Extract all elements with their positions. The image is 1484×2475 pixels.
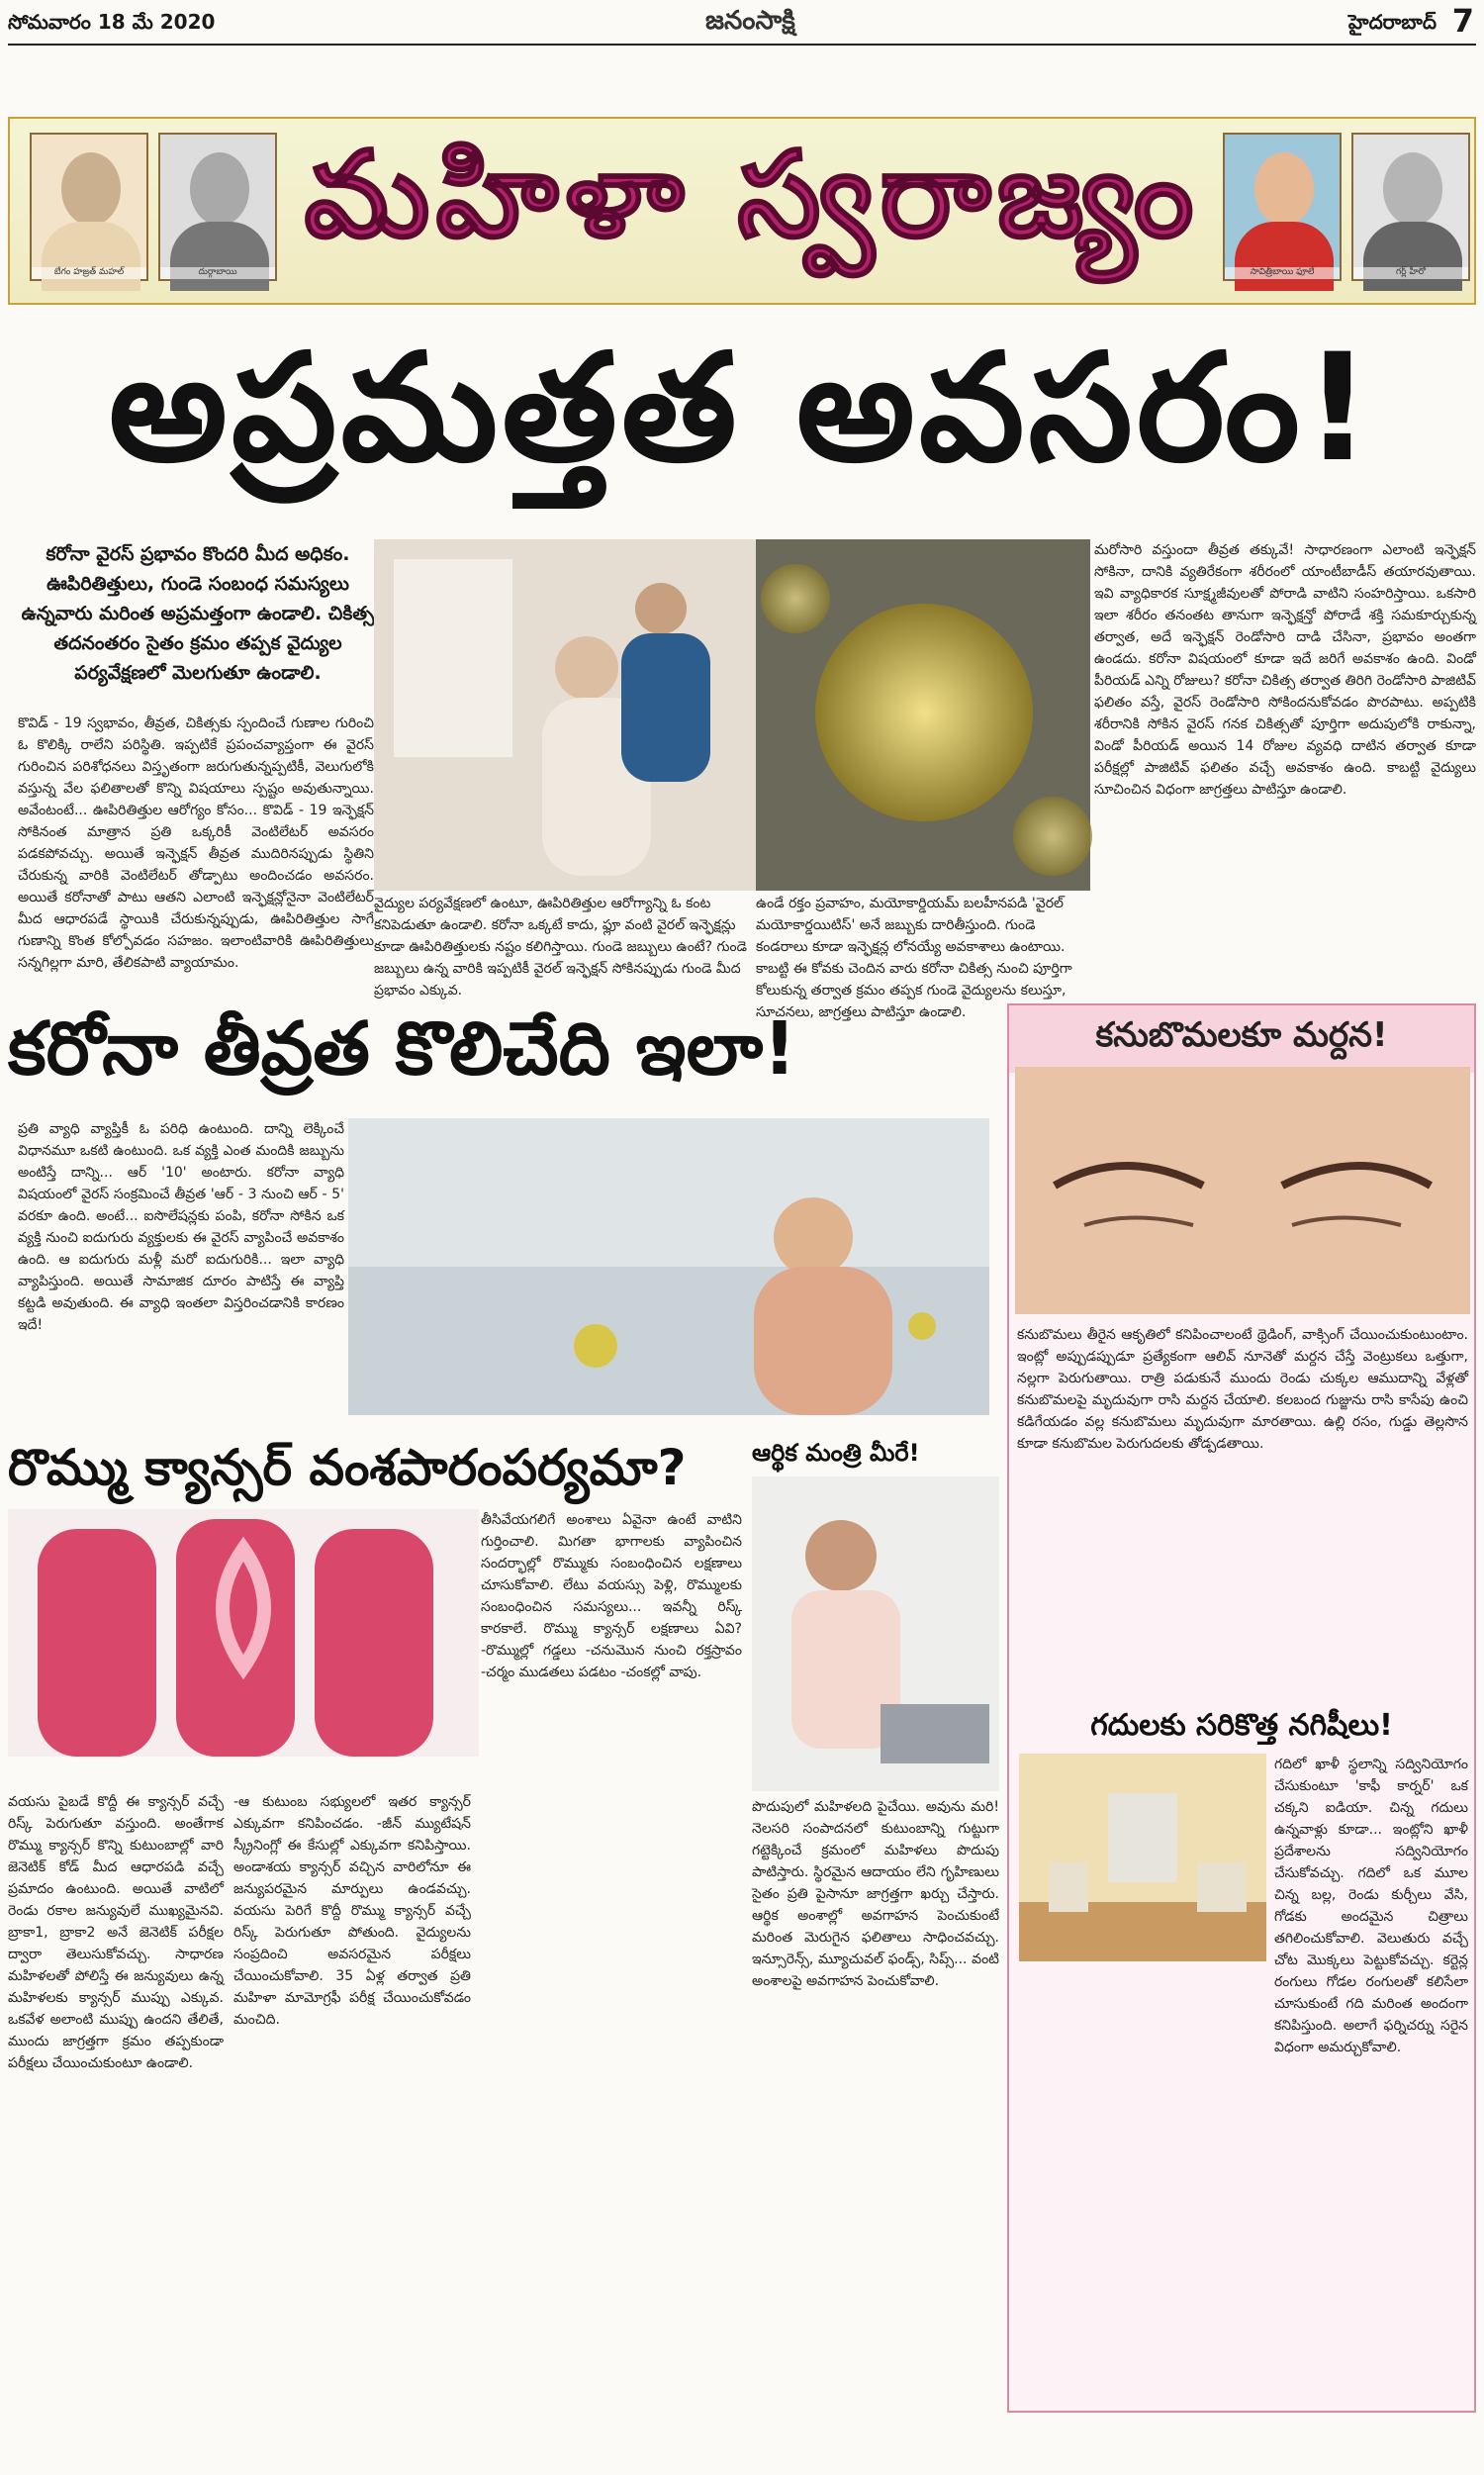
coughing-woman-illustration: [348, 1118, 989, 1415]
portrait-3: సావిత్రీబాయి ఫూలే: [1223, 133, 1342, 281]
sidebar-box: [1007, 1003, 1476, 2413]
main-column-4: మరోసారి వస్తుందా తీవ్రత తక్కువే! సాధారణంగా ఎలాంటి ఇన్ఫెక్షన్ సోకినా, దానికి వ్యతిరేకంగా శరీరంలో యాంటీబాడీస్ తయారవుతాయి. ఇవి వ్యాధికారక సూక్ష్మజీవులతో పోరాడి వాటిని సంహరిస్తాయి. ఒకసారి ఇలా శరీరం తనంతట తానుగా ఇన్ఫెక్షన్తో పోరాడే శక్తి సమకూర్చుకున్న తర్వాత, అదే ఇన్ఫెక్షన్ రెండోసారి దాడి చేసినా, ప్రభావం అంతగా ఉండదు. కరోనా విషయంలో కూడా ఇదే జరిగే అవకాశం ఉంది. విండో పీరియడ్ ఎన్ని రోజులు? కరోనా చికిత్స తర్వాత తిరిగి రెండోసారి పాజిటివ్ ఫలితం వస్తే, వైరస్ రెండోసారి సోకిందనుకోవడం పొరపాటు. అప్పటికి శరీరానికి సోకిన వైరస్ గనక చికిత్సతో పూర్తిగా అదుపులోకి రాకున్నా, విండో పీరియడ్ అయిన 14 రోజుల వ్యవధి దాటిన తర్వాత కూడా పరీక్షల్లో పాజిటివ్ ఫలితం వచ్చే అవకాశం ఉంది. కాబట్టి వైద్యులు సూచించిన విధంగా జాగ్రత్తలు పాటిస్తూ ఉండాలి.: [1094, 542, 1476, 798]
eyebrow-photo: [1015, 1067, 1470, 1314]
cancer-headline: రొమ్ము క్యాన్సర్ వంశపారంపర్యమా?: [8, 1439, 687, 1496]
woman-laptop-photo: [752, 1476, 999, 1791]
image2-caption: ఉండే రక్తం ప్రవాహం, మయోకార్డియమ్ బలహీనపడి 'వైరల్ మయోకార్డయిటిస్' అనే జబ్బుకు దారితీస్తుంది. గుండె కండరాలు కూడా ఇన్ఫెక్షన్ల లోనయ్యే అవకాశాలు ఉంటాయి. కాబట్టి ఈ కోవకు చెందిన వారు కరోనా చికిత్స నుంచి పూర్తిగా కోలుకున్న తర్వాత క్రమం తప్పక గుండె వైద్యులను కలుస్తూ, సూచనలు, జాగ్రత్తలు పాటిస్తూ ఉండాలి.: [756, 896, 1072, 1020]
main-column-1: కొవిడ్ - 19 స్వభావం, తీవ్రత, చికిత్సకు స్పందించే గుణాల గురించి ఓ కొలిక్కి రాలేని పరిస్థితి. ఇప్పటికే ప్రపంచవ్యాప్తంగా ఈ వైరస్ గురించిన పరిశోధనలు విస్తృతంగా జరుగుతున్నప్పటికీ, వెలుగులోకి వస్తున్న వేల ఫలితాలతో కొన్ని విషయాలు స్పష్టం అవుతున్నాయి. అవేంటంటే... ఊపిరితిత్తుల ఆరోగ్యం కోసం... కొవిడ్ - 19 ఇన్ఫెక్షన్ సోకినంత మాత్రాన ప్రతి ఒక్కరికీ వెంటిలేటర్ అవసరం పడకపోవచ్చు. అయితే ఇన్ఫెక్షన్ తీవ్రత ముదిరినప్పుడు స్థితిని చేరుకున్న వారికి వెంటిలేటర్ తోడ్పాటు అందించడం అవసరం. అయితే కరోనాతో పాటు ఆతని ఎలాంటి ఇన్ఫెక్షన్లోనైనా వెంటిలేటర్ మీద ఆధారపడే స్థాయికి చేరుకున్నప్పుడు, ఊపిరితిత్తుల సాగే గుణాన్ని కొంత కోల్పోవడం సహజం. ఇలాంటివారికి ఊపిరితిత్తులు సన్నగిల్లగా మారి, తేలికపాటి వ్యాయామం.: [18, 715, 374, 971]
virus-illustration: [756, 539, 1090, 891]
elderly-patient-illustration: [374, 539, 756, 891]
main-lead: కరోనా వైరస్ ప్రభావం కొందరి మీద అధికం. ఊపిరితిత్తులు, గుండె సంబంధ సమస్యలు ఉన్నవారు మరింత అప్రమత్తంగా ఉండాలి. చికిత్స తదనంతరం సైతం క్రమం తప్పక వైద్యుల పర్యవేక్షణలో మెలగుతూ ఉండాలి.: [21, 543, 375, 684]
masthead: [8, 4, 1476, 42]
pink-ribbon-illustration: [8, 1509, 479, 1757]
image1-caption: వైద్యుల పర్యవేక్షణలో ఉంటూ, ఊపిరితిత్తుల ఆరోగ్యాన్ని ఓ కంట కనిపెడుతూ ఉండాలి. కరోనా ఒక్కటే కాదు, ఫ్లూ వంటి వైరల్ ఇన్ఫెక్షన్లు కూడా ఊపిరితిత్తులకు నష్టం కలిగిస్తాయి. గుండె జబ్బులు ఉంటే? గుండె జబ్బులు ఉన్న వారికి ఇప్పటికీ వైరల్ ఇన్ఫెక్షన్ సోకినప్పుడు గుండె మీద ప్రభావం ఎక్కువ.: [374, 896, 747, 999]
finance-headline: ఆర్థిక మంత్రి మీరే!: [752, 1439, 920, 1467]
portrait-4: గర్ల్ హీరో: [1351, 133, 1470, 281]
coughing-woman-photo: [348, 1118, 989, 1415]
main-headline: అప్రమత్తత అవసరం!: [108, 323, 1376, 495]
masthead-rule: [8, 44, 1476, 46]
portrait-1: బేగం హజ్రత్ మహల్: [30, 133, 148, 281]
cancer-column-2: -ఆ కుటుంబ సభ్యులలో ఇతర క్యాన్సర్ ఎక్కువగా కనిపించడం. -జీన్ మ్యుటేషన్ స్క్రీనింగ్లో ఈ కేసుల్లో ఎక్కువగా కనిపిస్తాయి. అండాశయ క్యాన్సర్ వచ్చిన వారిలోనూ ఈ జన్యుపరమైన మార్పులు ఉండవచ్చు. వయసు పెరిగే కొద్దీ రొమ్ము క్యాన్సర్ వచ్చే రిస్క్ పెరుగుతూ పోతుంది. వైద్యులను సంప్రదించి అవసరమైన పరీక్షలు చేయించుకోవాలి. 35 ఏళ్ల తర్వాత ప్రతి మహిళా మామోగ్రఫీ పరీక్ష చేయించుకోవడం మంచిది.: [233, 1794, 471, 2028]
woman-laptop-illustration: [752, 1476, 999, 1791]
banner-title: మహిళా స్వరాజ్యం: [304, 127, 1200, 264]
room-photo: [1019, 1754, 1266, 1961]
issue-date: సోమవారం 18 మే 2020: [8, 10, 216, 34]
eyebrow-body: కనుబొమలు తీరైన ఆకృతిలో కనిపించాలంటే థ్రెడింగ్, వాక్సింగ్ చేయించుకుంటుంటాం. ఇంట్లో అప్పుడప్పుడూ ప్రత్యేకంగా ఆలివ్ నూనెతో మర్దన చేస్తే వెంట్రుకలు ఒత్తుగా, నల్లగా పెరుగుతాయి. రాత్రి పడుకునే ముందు రెండు చుక్కల ఆముదాన్ని వేళ్లతో కనుబొమలపై మృదువుగా రాసి మర్దన చేయాలి. కలబంద గుజ్జును రాసి కాసేపు ఉంచి కడిగేయడం వల్ల కనుబొమలు మృదువుగా మారతాయి. ఉల్లి రసం, గుడ్డు తెల్లసొన కూడా కనుబొమల పెరుగుదలకు తోడ్పడతాయి.: [1017, 1327, 1468, 1452]
decor-headline: గదులకు సరికొత్త నగిషీలు!: [1090, 1708, 1393, 1743]
elderly-patient-photo: [374, 539, 756, 891]
portrait-2: దుర్గాబాయి: [158, 133, 277, 281]
pink-ribbon-photo: [8, 1509, 479, 1757]
city-name: హైదరాబాద్: [1347, 10, 1437, 34]
eyebrow-illustration: [1015, 1067, 1470, 1314]
corona-body: ప్రతి వ్యాధి వ్యాప్తికీ ఓ పరిధి ఉంటుంది. దాన్ని లెక్కించే విధానమూ ఒకటి ఉంటుంది. ఒక వ్యక్తి ఎంత మందికి జబ్బును అంటిస్తే దాన్ని... ఆర్ '10' అంటారు. కరోనా వ్యాధి విషయంలో వైరస్ సంక్రమించే తీవ్రత 'ఆర్ - 3 నుంచి ఆర్ - 5' వరకూ ఉంది. అంటే... ఐసొలేషన్లకు పంపి, కరోనా సోకిన ఒక వ్యక్తి నుంచి ఐదుగురు వ్యక్తులకు ఈ వైరస్ వ్యాపించే అవకాశం ఉంది. ఆ ఐదుగురు మళ్లీ మరో ఐదుగురికి... ఇలా వ్యాధి వ్యాపిస్తుంది. అయితే సామాజిక దూరం పాటిస్తే ఈ వ్యాప్తి కట్టడి అవుతుంది. ఈ వ్యాధి ఇంతలా విస్తరించడానికి కారణం ఇదే!: [18, 1121, 344, 1333]
virus-photo: [756, 539, 1090, 891]
cancer-column-1: వయసు పైబడే కొద్దీ ఈ క్యాన్సర్ వచ్చే రిస్క్ పెరుగుతూ వస్తుంది. అంతేగాక రొమ్ము క్యాన్సర్ కొన్ని కుటుంబాల్లో వారి జెనెటిక్ కోడ్ మీద ఆధారపడి వచ్చే ప్రమాదం ఉంటుంది. అయితే వాటిలో రెండు రకాల జన్యువులే ముఖ్యమైనవి. బ్రాకా1, బ్రాకా2 అనే జెనెటిక్ పరీక్షల ద్వారా తెలుసుకోవచ్చు. సాధారణ మహిళలతో పోలిస్తే ఈ జన్యువులు ఉన్న మహిళలకు క్యాన్సర్ ముప్పు ఎక్కువ. ఒకవేళ అలాంటి ముప్పు ఉందని తేలితే, ముందు జాగ్రత్తగా క్రమం తప్పకుండా పరీక్షలు చేయించుకుంటూ ఉండాలి.: [8, 1794, 224, 2071]
decor-body: గదిలో ఖాళీ స్థలాన్ని సద్వినియోగం చేసుకుంటూ 'కాఫీ కార్నర్' ఒక చక్కని ఐడియా. చిన్న గదులు ఉన్నవాళ్లు కూడా... ఇంట్లోని ఖాళీ ప్రదేశాలను సద్వినియోగం చేసుకోవచ్చు. గదిలో ఒక మూల చిన్న బల్ల, రెండు కుర్చీలు వేసి, గోడకు అందమైన చిత్రాలు తగిలించుకోవాలి. వెలుతురు వచ్చే చోట మొక్కలు పెట్టుకోవచ్చు. కర్టెన్ల రంగులు గోడల రంగులతో కలిసేలా చూసుకుంటే గది మరింత అందంగా కనిపిస్తుంది. అలాగే ఫర్నిచర్ను సరైన విధంగా అమర్చుకోవాలి.: [1274, 1757, 1468, 2055]
eyebrow-headline: కనుబొమలకూ మర్దన!: [1009, 1005, 1474, 1073]
page-number: 7: [1451, 2, 1474, 40]
paper-logo: జనంసాక్షి: [705, 6, 795, 36]
section-banner: [8, 117, 1476, 305]
cancer-column-3: తీసివేయగలిగే అంశాలు ఏవైనా ఉంటే వాటిని గుర్తించాలి. మిగతా భాగాలకు వ్యాపించిన సందర్భాల్లో రొమ్ముకు సంబంధించిన లక్షణాలు చూసుకోవాలి. లేటు వయస్సు పెళ్లి, రొమ్ములకు సంబంధించిన సమస్యలు... ఇవన్నీ రిస్క్ కారకాలే. రొమ్ము క్యాన్సర్ లక్షణాలు ఏవి? -రొమ్ముల్లో గడ్డలు -చనుమొన నుంచి రక్తస్రావం -చర్మం ముడతలు పడటం -చంకల్లో వాపు.: [481, 1512, 742, 1680]
finance-body: పొదుపులో మహిళలది పైచేయి. అవును మరి! నెలసరి సంపాదనలో కుటుంబాన్ని గుట్టుగా గట్టెక్కించే క్రమంలో మహిళలు పొదుపు పాటిస్తారు. స్థిరమైన ఆదాయం లేని గృహిణులు సైతం ప్రతి పైసానూ జాగ్రత్తగా ఖర్చు చేస్తారు. ఆర్థిక అంశాల్లో అవగాహన పెంచుకుంటే మరింత మెరుగైన ఫలితాలు సాధించవచ్చు. ఇన్సూరెన్స్, మ్యూచువల్ ఫండ్స్, సిప్స్... వంటి అంశాలపై అవగాహన పెంచుకోవాలి.: [752, 1799, 999, 1989]
corona-headline: కరోనా తీవ్రత కొలిచేది ఇలా!: [8, 1006, 796, 1092]
room-illustration: [1019, 1754, 1266, 1961]
